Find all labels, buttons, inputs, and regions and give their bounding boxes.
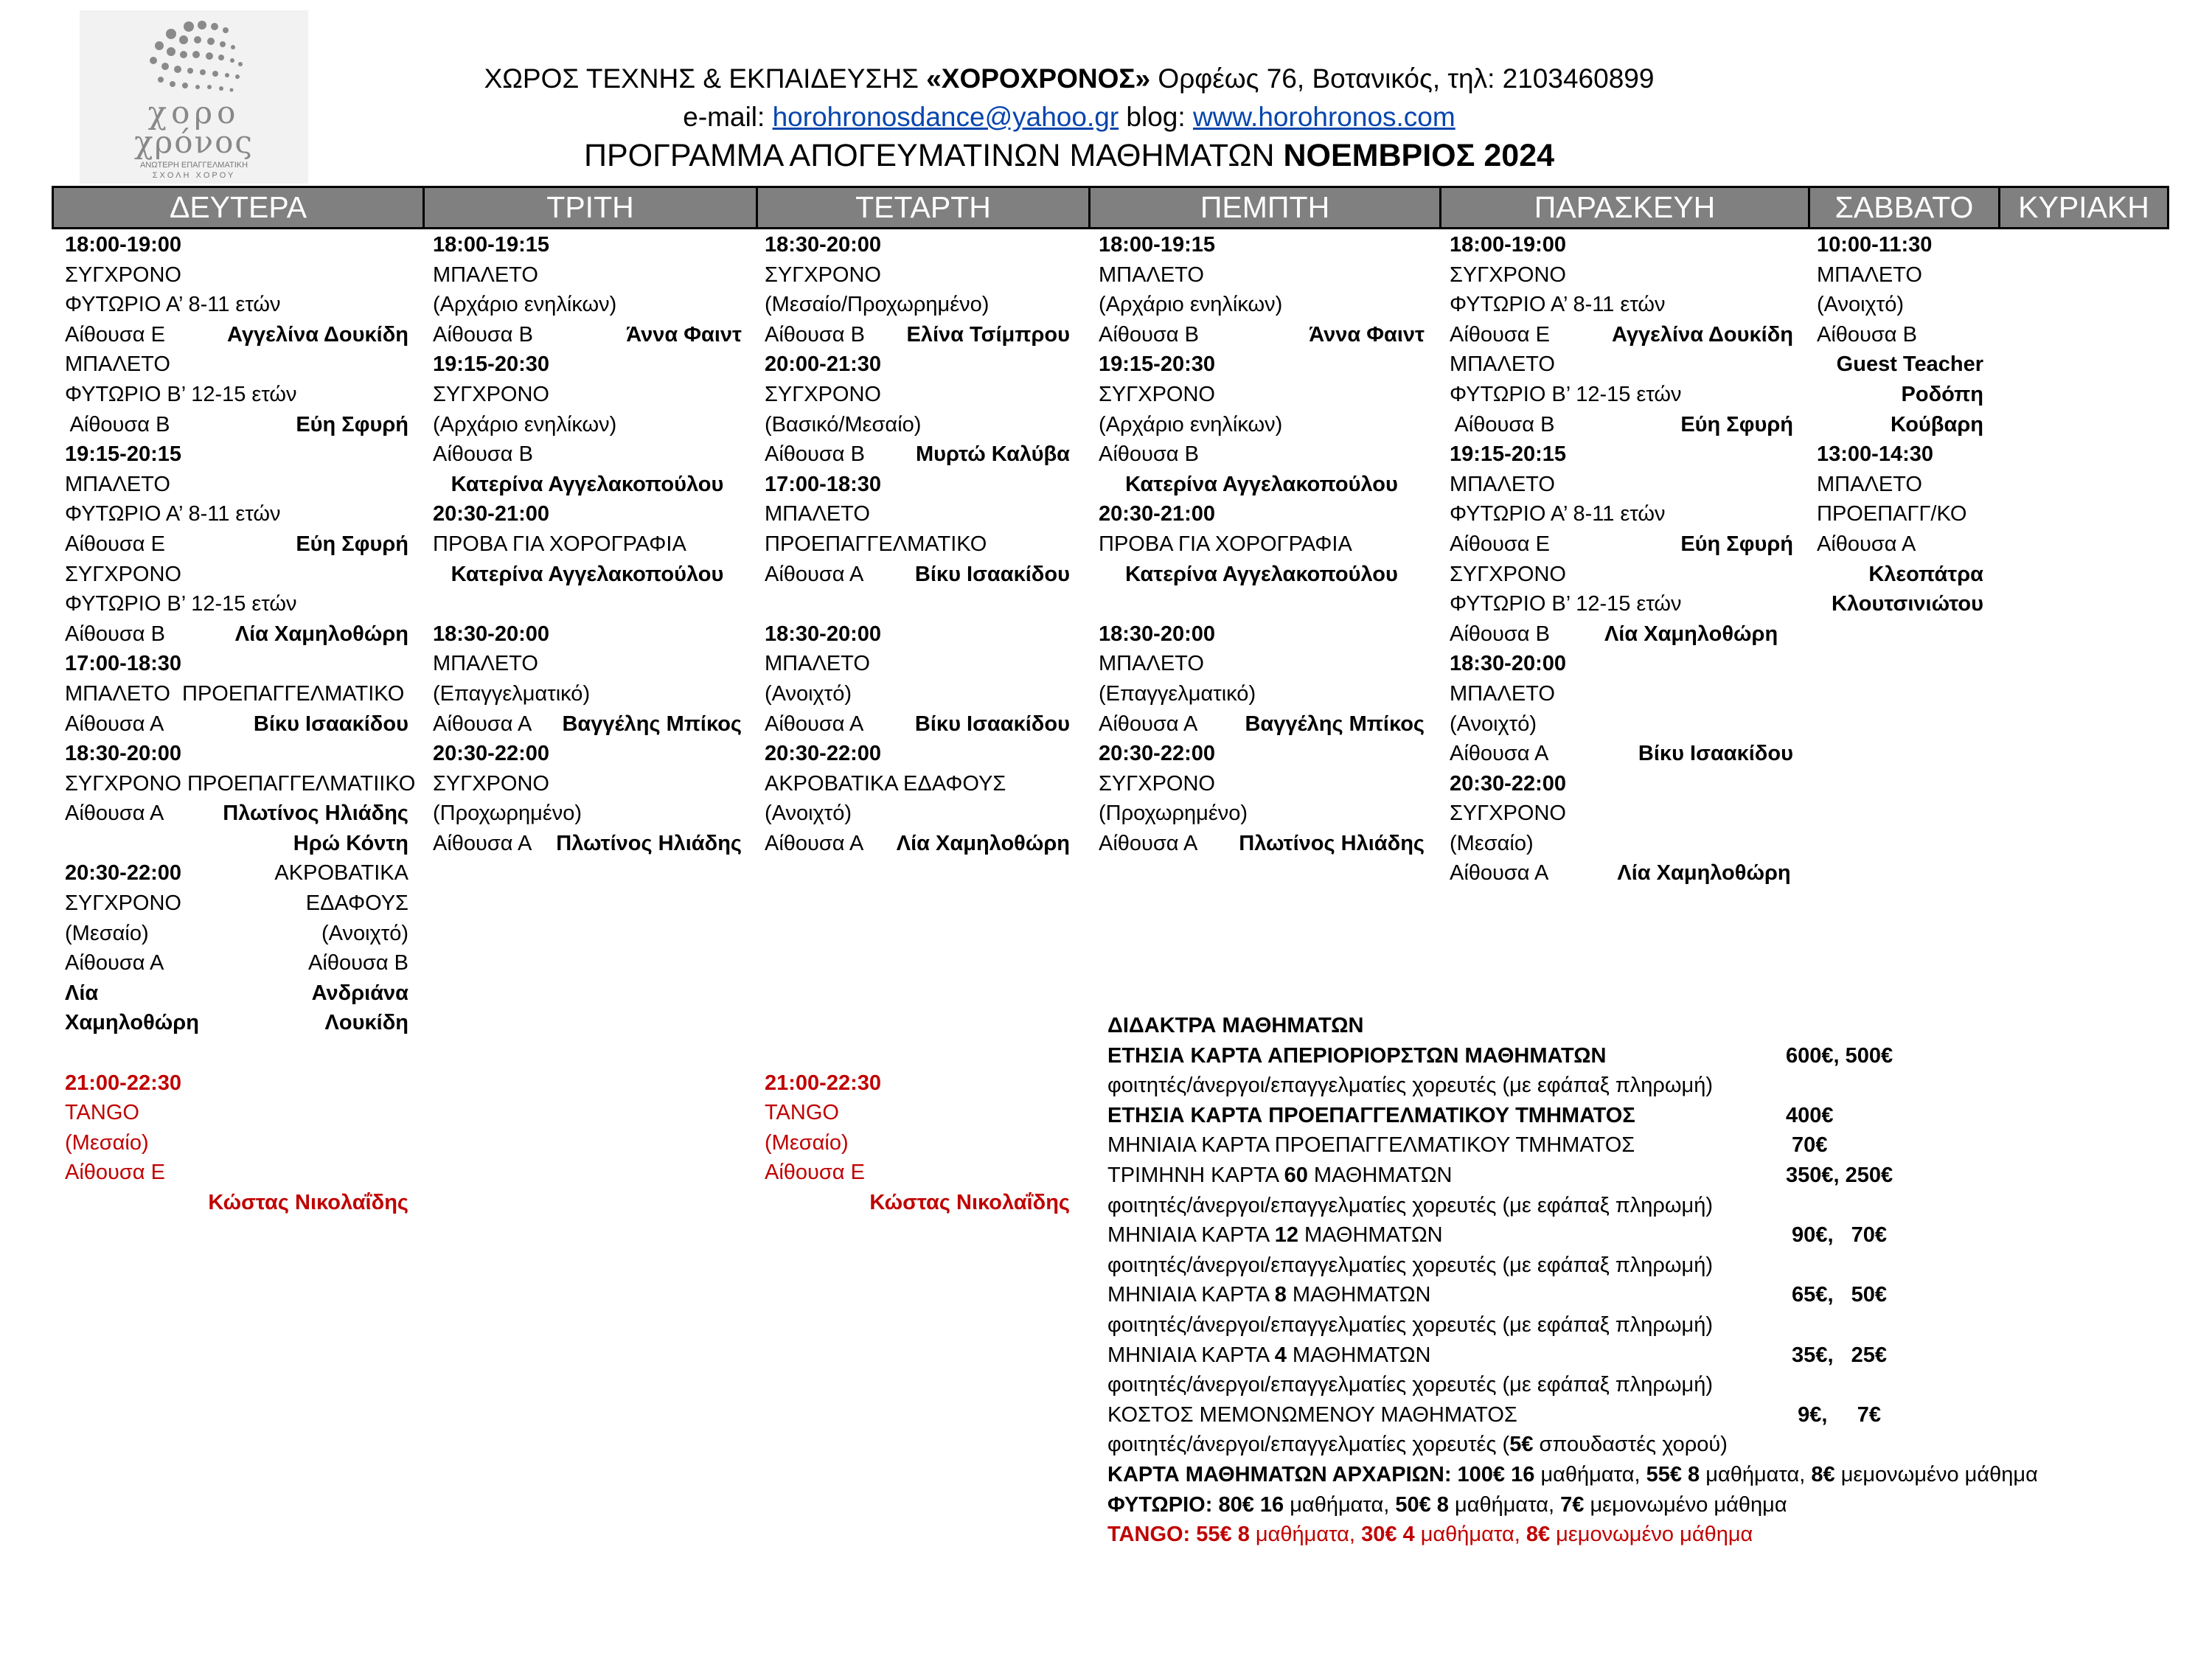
tango-time-slot: 21:00-22:30 [65,1071,181,1095]
teacher: Βίκυ Ισαακίδου [914,562,1070,586]
fee-row: ΜΗΝΙΑΙΑ ΚΑΡΤΑ 4 ΜΑΘΗΜΑΤΩΝ 35€, 25€ [1107,1340,2125,1371]
time-slot: 20:00-21:30 [765,352,881,377]
class-name: ΜΠΑΛΕΤΟ [1817,262,1922,287]
room-teacher-row [65,529,408,560]
fee-note: φοιτητές/άνεργοι/επαγγελματίες χορευτές (5€ σπουδαστές χορού) [1107,1433,1728,1457]
room: Αίθουσα Α [433,712,532,736]
teacher: Κλουτσινιώτου [1832,592,1983,616]
spacer [765,1008,1070,1038]
time-slot: 19:15-20:15 [1450,442,1566,467]
room-teacher-row [65,799,408,829]
split-row [65,888,408,919]
class-level: (Προχωρημένο) [1099,801,1248,826]
time-slot: 18:00-19:15 [433,233,549,257]
room: Αίθουσα Ε [65,322,165,347]
tango-teacher-row [65,1188,408,1218]
contact-line: e-mail: horohronosdance@yahoo.gr blog: www.horohronos.com [683,102,1455,132]
class-name: ΣΥΓΧΡΟΝΟ [65,891,181,916]
room: Αίθουσα Β [1450,622,1550,646]
class-level: ΦΥΤΩΡΙΟ Α’ 8-11 ετών [65,293,281,317]
split-row [65,948,408,978]
fee-price: 90€, 70€ [1786,1223,1888,1248]
room: Αίθουσα Α [765,712,864,736]
time-slot: 20:30-22:00 [433,742,549,766]
teacher: Χαμηλοθώρη [65,1011,199,1035]
teacher: Κατερίνα Αγγελακοπούλου [451,562,724,586]
spacer [765,1038,1070,1068]
day-monday: ΔΕΥΤΕΡΑ [54,188,425,227]
time-slot: 18:30-20:00 [433,622,549,646]
class-name: ΣΥΓΧΡΟΝΟ ΠΡΟΕΠΑΓΓΕΛΜΑΤΙΙΚΟ [65,771,416,796]
room-teacher-row [765,320,1070,350]
teacher-row [1817,589,1983,619]
teacher: Κούβαρη [1890,412,1983,437]
class-name: ΜΠΑΛΕΤΟ [1099,262,1204,287]
teacher: Πλωτίνος Ηλιάδης [556,831,742,855]
day-thursday: ΠΕΜΠΤΗ [1091,188,1441,227]
room: Αίθουσα Ε [1450,532,1550,556]
room: Αίθουσα Β [433,322,533,347]
page-title: ΠΡΟΓΡΑΜΜΑ ΑΠΟΓΕΥΜΑΤΙΝΩΝ ΜΑΘΗΜΑΤΩΝ ΝΟΕΜΒΡΙΟΣ 2024 [583,138,1555,173]
class-name: ΑΚΡΟΒΑΤΙΚΑ ΕΔΑΦΟΥΣ [765,771,1006,796]
nursery-card: ΦΥΤΩΡΙΟ: 80€ 16 μαθήματα, 50€ 8 μαθήματα, 7€ μεμονωμένο μάθημα [1107,1492,1787,1517]
class-name: ΣΥΓΧΡΟΝΟ [65,262,181,287]
class-level: (Αρχάριο ενηλίκων) [1099,293,1283,317]
class-name: ΠΡΟΒΑ ΓΙΑ ΧΟΡΟΓΡΑΦΙΑ [433,532,686,556]
class-name: ΠΡΟΒΑ ΓΙΑ ΧΟΡΟΓΡΑΦΙΑ [1099,532,1352,556]
room: Αίθουσα Β [1099,442,1199,467]
tango-room: Αίθουσα Ε [65,1161,165,1185]
email-link[interactable]: horohronosdance@yahoo.gr [772,102,1119,132]
logo-subtitle-2: ΣΧΟΛΗ ΧΟΡΟΥ [152,171,236,180]
fee-price: 70€ [1786,1133,1828,1158]
room-teacher-row [65,410,408,440]
room: Αίθουσα Β [1817,322,1917,347]
room-teacher-row [433,320,742,350]
class-level: ΦΥΤΩΡΙΟ Α’ 8-11 ετών [65,502,281,526]
room-teacher-row [765,829,1070,859]
teacher: Εύη Σφυρή [296,412,408,437]
teacher: Βαγγέλης Μπίκος [562,712,742,736]
class-level: ΦΥΤΩΡΙΟ Β’ 12-15 ετών [65,592,297,616]
day-tuesday: ΤΡΙΤΗ [425,188,758,227]
teacher: Βίκυ Ισαακίδου [253,712,408,736]
time-slot: 17:00-18:30 [65,652,181,676]
class-name: ΜΠΑΛΕΤΟ ΠΡΟΕΠΑΓΓΕΛΜΑΤΙΚΟ [65,681,405,706]
logo-wordmark-1: χορο [147,94,240,131]
fee-note: φοιτητές/άνεργοι/επαγγελματίες χορευτές (με εφάπαξ πληρωμή) [1107,1373,1714,1397]
time-slot: 18:00-19:00 [1450,233,1566,257]
room: Αίθουσα Α [433,831,532,855]
time-slot: 17:00-18:30 [765,472,881,496]
class-name: ΑΚΡΟΒΑΤΙΚΑ [274,861,408,886]
fee-note: φοιτητές/άνεργοι/επαγγελματίες χορευτές (με εφάπαξ πληρωμή) [1107,1074,1714,1098]
time-slot: 20:30-21:00 [1099,502,1215,526]
teacher: Λία [65,981,99,1005]
class-level: (Μεσαίο) [1450,831,1534,855]
tango-class-name: TANGO [65,1101,139,1125]
time-slot: 20:30-22:00 [1099,742,1215,766]
spacer [433,589,742,619]
blog-link[interactable]: www.horohronos.com [1192,102,1455,132]
time-slot: 18:00-19:15 [1099,233,1215,257]
class-name: ΜΠΑΛΕΤΟ [65,352,170,377]
teacher: Βίκυ Ισαακίδου [1638,742,1793,766]
room: Αίθουσα Α [1450,861,1549,886]
wednesday-column [765,230,1070,1218]
teacher: Κατερίνα Αγγελακοπούλου [1125,472,1398,496]
class-level: (Αρχάριο ενηλίκων) [1099,412,1283,437]
class-name: ΜΠΑΛΕΤΟ [1099,652,1204,676]
tango-teacher-row [765,1188,1070,1218]
teacher: Λία Χαμηλοθώρη [234,622,408,646]
class-name: ΜΠΑΛΕΤΟ [765,502,870,526]
split-row [65,858,408,888]
teacher: Πλωτίνος Ηλιάδης [223,801,408,826]
class-name: ΜΠΑΛΕΤΟ [765,652,870,676]
class-name: ΣΥΓΧΡΟΝΟ [1450,562,1566,586]
room-teacher-row [1099,709,1425,740]
teacher: Λουκίδη [324,1011,408,1035]
room-teacher-row [765,560,1070,590]
room-teacher-row [433,829,742,859]
room-teacher-row [1450,320,1793,350]
class-name: ΣΥΓΧΡΟΝΟ [1450,262,1566,287]
teacher: Βίκυ Ισαακίδου [914,712,1070,736]
fee-note: φοιτητές/άνεργοι/επαγγελματίες χορευτές (με εφάπαξ πληρωμή) [1107,1193,1714,1217]
time-slot: 18:00-19:00 [65,233,181,257]
tango-class-level: (Μεσαίο) [65,1130,149,1155]
fee-row: ΤΡΙΜΗΝΗ ΚΑΡΤΑ 60 ΜΑΘΗΜΑΤΩΝ 350€, 250€ [1107,1161,2125,1191]
teacher: Εύη Σφυρή [1680,412,1793,437]
room: Αίθουσα Α [1450,742,1549,766]
class-name: ΣΥΓΧΡΟΝΟ [433,382,549,406]
fee-row: ΕΤΗΣΙΑ ΚΑΡΤΑ ΑΠΕΡΙΟΡΙΟΡΣΤΩΝ ΜΑΘΗΜΑΤΩΝ 600€, 500€ [1107,1041,2125,1071]
teacher: Κλεοπάτρα [1868,562,1983,586]
tango-room: Αίθουσα Ε [765,1161,865,1185]
fee-row: ΕΤΗΣΙΑ ΚΑΡΤΑ ΠΡΟΕΠΑΓΓΕΛΜΑΤΙΚΟΥ ΤΜΗΜΑΤΟΣ 400€ [1107,1101,2125,1131]
class-level: (Ανοιχτό) [1817,293,1905,317]
spacer [765,978,1070,1009]
class-level: ΦΥΤΩΡΙΟ Β’ 12-15 ετών [1450,592,1682,616]
class-level: (Ανοιχτό) [1450,712,1537,736]
room: Αίθουσα Β [765,442,865,467]
room: Αίθουσα Α [1099,831,1198,855]
logo-subtitle-1: ΑΝΩΤΕΡΗ ΕΠΑΓΓΕΛΜΑΤΙΚΗ [139,161,248,170]
teacher: Πλωτίνος Ηλιάδης [1239,831,1425,855]
room-teacher-row [765,439,1070,470]
class-name: ΜΠΑΛΕΤΟ [433,262,538,287]
fee-row: ΜΗΝΙΑΙΑ ΚΑΡΤΑ ΠΡΟΕΠΑΓΓΕΛΜΑΤΙΚΟΥ ΤΜΗΜΑΤΟΣ 70€ [1107,1130,2125,1161]
teacher-row [1817,380,1983,410]
room-teacher-row [65,709,408,740]
split-row [65,919,408,949]
teacher: Κατερίνα Αγγελακοπούλου [451,472,724,496]
fee-note: φοιτητές/άνεργοι/επαγγελματίες χορευτές (με εφάπαξ πληρωμή) [1107,1312,1714,1337]
class-level: (Αρχάριο ενηλίκων) [433,293,617,317]
tango-card: TANGO: 55€ 8 μαθήματα, 30€ 4 μαθήματα, 8€ μεμονωμένο μάθημα [1107,1523,1753,1547]
room: Αίθουσα Β [65,622,165,646]
teacher-row [1817,349,1983,380]
class-level: ΠΡΟΕΠΑΓΓ/ΚΟ [1817,502,1967,526]
spacer [765,919,1070,949]
tango-teacher: Κώστας Νικολαΐδης [869,1191,1070,1214]
spacer [765,858,1070,888]
time-slot: 10:00-11:30 [1817,233,1933,257]
spacer [1099,589,1425,619]
teacher: Αγγελίνα Δουκίδη [227,322,408,347]
class-name: ΜΠΑΛΕΤΟ [1817,472,1922,496]
class-name: ΣΥΓΧΡΟΝΟ [1099,382,1215,406]
teacher: Λία Χαμηλοθώρη [1604,622,1778,646]
saturday-column [1817,230,1983,619]
room: Αίθουσα Α [1099,712,1198,736]
class-level: ΦΥΤΩΡΙΟ Β’ 12-15 ετών [65,382,297,406]
class-name: ΣΥΓΧΡΟΝΟ [433,771,549,796]
class-name: ΜΠΑΛΕΤΟ [433,652,538,676]
spacer [765,888,1070,919]
teacher: Εύη Σφυρή [1680,532,1793,556]
teacher: Βαγγέλης Μπίκος [1245,712,1425,736]
thursday-column [1099,230,1425,858]
class-name: ΣΥΓΧΡΟΝΟ [1099,771,1215,796]
fee-row: ΜΗΝΙΑΙΑ ΚΑΡΤΑ 8 ΜΑΘΗΜΑΤΩΝ 65€, 50€ [1107,1280,2125,1310]
teacher: Αγγελίνα Δουκίδη [1612,322,1793,347]
class-level: ΦΥΤΩΡΙΟ Α’ 8-11 ετών [1450,502,1666,526]
spacer [65,1038,408,1068]
teacher: Εύη Σφυρή [296,532,408,556]
fee-price: 65€, 50€ [1786,1283,1888,1307]
class-name: ΜΠΑΛΕΤΟ [65,472,170,496]
room: Αίθουσα Β [433,442,533,467]
class-level: (Ανοιχτό) [321,921,408,945]
logo-wordmark-2: χρόνος [134,124,254,160]
time-slot: 20:30-21:00 [433,502,549,526]
fee-price: 400€ [1786,1103,1834,1127]
split-row [65,1008,408,1038]
teacher: Λία Χαμηλοθώρη [896,831,1070,855]
time-slot: 18:30-20:00 [765,233,881,257]
day-friday: ΠΑΡΑΣΚΕΥΗ [1441,188,1810,227]
fee-price: 350€, 250€ [1786,1163,1893,1187]
time-slot: 18:30-20:00 [765,622,881,646]
tango-teacher: Κώστας Νικολαΐδης [208,1191,408,1214]
teacher: Ροδόπη [1901,382,1983,406]
teacher: Κατερίνα Αγγελακοπούλου [1125,562,1398,586]
tango-time-slot: 21:00-22:30 [765,1071,881,1095]
room: Αίθουσα Α [765,831,864,855]
tuition-fees-section [1107,1011,2125,1550]
class-name: ΜΠΑΛΕΤΟ [1450,681,1555,706]
room-teacher-row [1450,619,1793,650]
time-slot: 19:15-20:15 [65,442,181,467]
days-header-bar [52,186,2169,229]
room: Αίθουσα Β [308,951,408,975]
class-level: ΦΥΤΩΡΙΟ Β’ 12-15 ετών [1450,382,1682,406]
fee-price: 600€, 500€ [1786,1043,1893,1068]
spacer [765,589,1070,619]
class-level: (Επαγγελματικό) [1099,681,1256,706]
room: Αίθουσα Β [1099,322,1199,347]
time-slot: 20:30-22:00 [65,861,181,886]
room-teacher-row [65,320,408,350]
friday-column [1450,230,1793,888]
split-row [65,978,408,1009]
day-wednesday: ΤΕΤΑΡΤΗ [758,188,1091,227]
fees-title: ΔΙΔΑΚΤΡΑ ΜΑΘΗΜΑΤΩΝ [1107,1014,1364,1037]
class-name: ΜΠΑΛΕΤΟ [1450,472,1555,496]
tango-class-name: TANGO [765,1101,839,1125]
teacher-row [65,829,408,859]
room-teacher-row [1099,320,1425,350]
fee-price: 9€, 7€ [1786,1402,1881,1427]
teacher: Λία Χαμηλοθώρη [1617,861,1791,886]
spacer [765,948,1070,978]
fee-note: φοιτητές/άνεργοι/επαγγελματίες χορευτές (με εφάπαξ πληρωμή) [1107,1253,1714,1277]
tuesday-column [433,230,742,858]
class-level: (Ανοιχτό) [765,801,852,826]
room-teacher-row [1450,858,1793,888]
class-level: (Μεσαίο) [65,921,149,945]
room-teacher-row [1450,410,1793,440]
room: Αίθουσα Β [1450,412,1555,437]
time-slot: 19:15-20:30 [1099,352,1215,377]
room: Αίθουσα Α [765,562,864,586]
room: Αίθουσα Α [65,801,164,826]
teacher: Άννα Φαιντ [1309,322,1425,347]
class-level: ΦΥΤΩΡΙΟ Α’ 8-11 ετών [1450,293,1666,317]
room: Αίθουσα Α [1817,532,1916,556]
teacher: Ανδριάνα [311,981,408,1005]
day-sunday: ΚΥΡΙΑΚΗ [2018,190,2149,224]
teacher-row [1817,560,1983,590]
room-teacher-row [433,709,742,740]
room-teacher-row [65,619,408,650]
fee-row: ΚΟΣΤΟΣ ΜΕΜΟΝΩΜΕΝΟΥ ΜΑΘΗΜΑΤΟΣ 9€, 7€ [1107,1400,2125,1430]
class-level: (Αρχάριο ενηλίκων) [433,412,617,437]
teacher: Guest Teacher [1836,352,1983,377]
fee-row: ΜΗΝΙΑΙΑ ΚΑΡΤΑ 12 ΜΑΘΗΜΑΤΩΝ 90€, 70€ [1107,1220,2125,1251]
room: Αίθουσα Β [65,412,170,437]
tango-class-level: (Μεσαίο) [765,1130,849,1155]
time-slot: 20:30-22:00 [765,742,881,766]
class-name: ΣΥΓΧΡΟΝΟ [765,382,881,406]
room-teacher-row [765,709,1070,740]
class-level: (Βασικό/Μεσαίο) [765,412,922,437]
room: Αίθουσα Ε [1450,322,1550,347]
room: Αίθουσα Α [65,951,164,975]
day-saturday: ΣΑΒΒΑΤΟ [1810,188,2000,227]
class-name: ΣΥΓΧΡΟΝΟ [765,262,881,287]
room: Αίθουσα Ε [65,532,165,556]
class-name: ΣΥΓΧΡΟΝΟ [65,562,181,586]
time-slot: 13:00-14:30 [1817,442,1933,467]
time-slot: 18:30-20:00 [1450,652,1566,676]
class-level: (Ανοιχτό) [765,681,852,706]
class-name: ΣΥΓΧΡΟΝΟ [1450,801,1566,826]
room: Αίθουσα Β [765,322,865,347]
monday-column [65,230,416,1218]
class-name: ΕΔΑΦΟΥΣ [305,891,408,916]
time-slot: 19:15-20:30 [433,352,549,377]
beginners-card: ΚΑΡΤΑ ΜΑΘΗΜΑΤΩΝ ΑΡΧΑΡΙΩΝ: 100€ 16 μαθήματα, 55€ 8 μαθήματα, 8€ μεμονωμένο μάθημα [1107,1462,2038,1486]
time-slot: 18:30-20:00 [65,742,181,766]
class-level: (Προχωρημένο) [433,801,582,826]
teacher: Μυρτώ Καλύβα [915,442,1070,467]
school-address-line: ΧΩΡΟΣ ΤΕΧΝΗΣ & ΕΚΠΑΙΔΕΥΣΗΣ «ΧΟΡΟΧΡΟΝΟΣ» Ορφέως 76, Βοτανικός, τηλ: 2103460899 [484,63,1655,94]
teacher-row [1817,410,1983,440]
time-slot: 18:30-20:00 [1099,622,1215,646]
room-teacher-row [1450,529,1793,560]
teacher: Άννα Φαιντ [626,322,742,347]
time-slot: 20:30-22:00 [1450,771,1566,796]
teacher: Ελίνα Τσίμπρου [906,322,1070,347]
room-teacher-row [1099,829,1425,859]
fee-price: 35€, 25€ [1786,1343,1888,1367]
class-level: (Μεσαίο/Προχωρημένο) [765,293,990,317]
room: Αίθουσα Α [65,712,164,736]
room-teacher-row [1450,739,1793,769]
teacher: Ηρώ Κόντη [293,831,408,855]
class-level: ΠΡΟΕΠΑΓΓΕΛΜΑΤΙΚΟ [765,532,987,556]
class-level: (Επαγγελματικό) [433,681,591,706]
class-name: ΜΠΑΛΕΤΟ [1450,352,1555,377]
